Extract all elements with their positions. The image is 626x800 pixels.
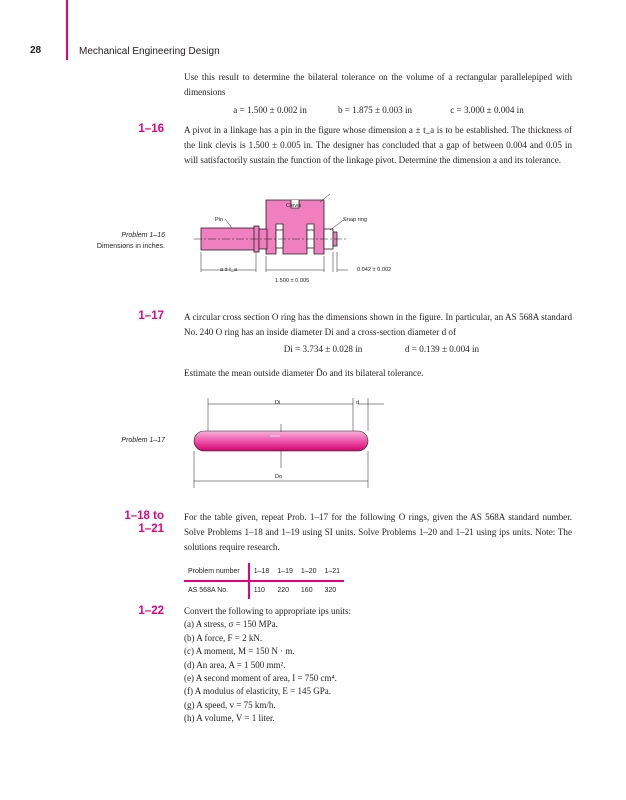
table-cell: 1–19 — [273, 563, 297, 581]
problem-1-22-list — [184, 605, 351, 726]
table-cell: 1–21 — [320, 563, 344, 581]
caption-1-16 — [45, 232, 165, 239]
table-cell: 320 — [324, 587, 337, 594]
clevis-leader — [320, 194, 330, 202]
list-item: (f) A modulus of elasticity, E = 145 GPa. — [184, 686, 331, 697]
table-cell: 1–18 — [249, 563, 274, 581]
intro-text: Use this result to determine the bilateral tolerance on the volume of a rectangular parallelepiped with dimensions — [184, 72, 572, 97]
label-d: d — [356, 400, 360, 406]
problem-number-1-16: 1–16 — [138, 123, 164, 135]
problem-number-1-17: 1–17 — [138, 310, 164, 322]
running-title: Mechanical Engineering Design — [79, 46, 220, 57]
label-do: Do — [275, 474, 283, 480]
label-clevis: Clevis — [286, 203, 302, 209]
eq-d: d = 0.139 ± 0.004 in — [404, 344, 480, 354]
caption-1-17-title: Problem 1–17 — [121, 437, 165, 444]
list-item: (d) An area, A = 1 500 mm². — [184, 659, 286, 670]
label-pin: Pin — [215, 217, 224, 223]
table-cell: 1–20 — [297, 563, 321, 581]
label-di: Di — [275, 400, 281, 406]
problem-1-18-text: For the table given, repeat Prob. 1–17 for the following O rings, given the AS 568A standard number. Solve Problems 1–18 and 1–19 using SI units. Solve Problems 1–20 and 1–21 using ips units. Note: The solutions require research. — [184, 512, 572, 552]
problem-1-17-text: A circular cross section O ring has the dimensions shown in the figure. In particular, an AS 568A standard No. 240 O ring has an inside diameter Di and a cross-section diameter d of — [184, 312, 572, 337]
list-item: (h) A volume, V = 1 liter. — [184, 713, 275, 724]
dim-c: c = 3.000 ± 0.004 in — [450, 105, 524, 115]
problem-1-16-text: A pivot in a linkage has a pin in the figure whose dimension a ± t_a is to be established. The thickness of the link clevis is 1.500 ± 0.005 in. The designer has concluded that a gap of between 0.004 and 0.05 in will satisfactorily sustain the function of the linkage pivot. Determine the dimension a and its tolerance. — [184, 125, 572, 165]
caption-1-17 — [45, 437, 165, 444]
caption-1-16-title: Problem 1–16 — [121, 232, 165, 239]
list-item: (b) A force, F = 2 kN. — [184, 632, 263, 643]
problem-number-1-21: 1–21 — [138, 523, 164, 535]
label-clevis-dim: 1.500 ± 0.005 — [275, 278, 310, 284]
header-rule — [66, 0, 68, 60]
table-row — [184, 563, 344, 581]
o-ring-body — [194, 431, 368, 451]
dim-a: a = 1.500 ± 0.002 in — [233, 105, 307, 115]
problem-number-1-22: 1–22 — [138, 605, 164, 617]
label-a-tol: a ± t_a — [220, 267, 238, 273]
problem-1-17-text2: Estimate the mean outside diameter D̄o and its bilateral tolerance. — [184, 368, 424, 378]
label-ring-dim: 0.042 ± 0.002 — [357, 267, 392, 273]
list-item: (g) A speed, v = 75 km/h. — [184, 699, 276, 710]
table-cell: 160 — [300, 587, 313, 594]
table-row-label: Problem number — [184, 563, 249, 581]
table-cell: 220 — [277, 587, 290, 594]
problem-1-22-intro: Convert the following to appropriate ips units: — [184, 606, 351, 616]
problem-number-1-18: 1–18 to — [124, 510, 164, 522]
pin-leader — [225, 219, 232, 228]
list-item: (e) A second moment of area, I = 750 cm⁴. — [184, 673, 337, 684]
table-cell: 110 — [253, 587, 265, 594]
table-row-label: AS 568A No. — [184, 581, 249, 599]
o-ring-figure — [180, 388, 410, 488]
label-snap-ring: Snap ring — [343, 217, 367, 223]
list-item: (a) A stress, σ = 150 MPa. — [184, 619, 278, 630]
caption-1-16-sub: Dimensions in inches. — [96, 243, 165, 250]
table-row — [184, 581, 344, 599]
dim-b: b = 1.875 ± 0.003 in — [337, 105, 413, 115]
page-number: 28 — [30, 45, 42, 56]
list-item: (c) A moment, M = 150 N · m. — [184, 646, 295, 657]
eq-di: Di = 3.734 ± 0.028 in — [283, 344, 363, 354]
o-ring-table — [184, 563, 344, 599]
